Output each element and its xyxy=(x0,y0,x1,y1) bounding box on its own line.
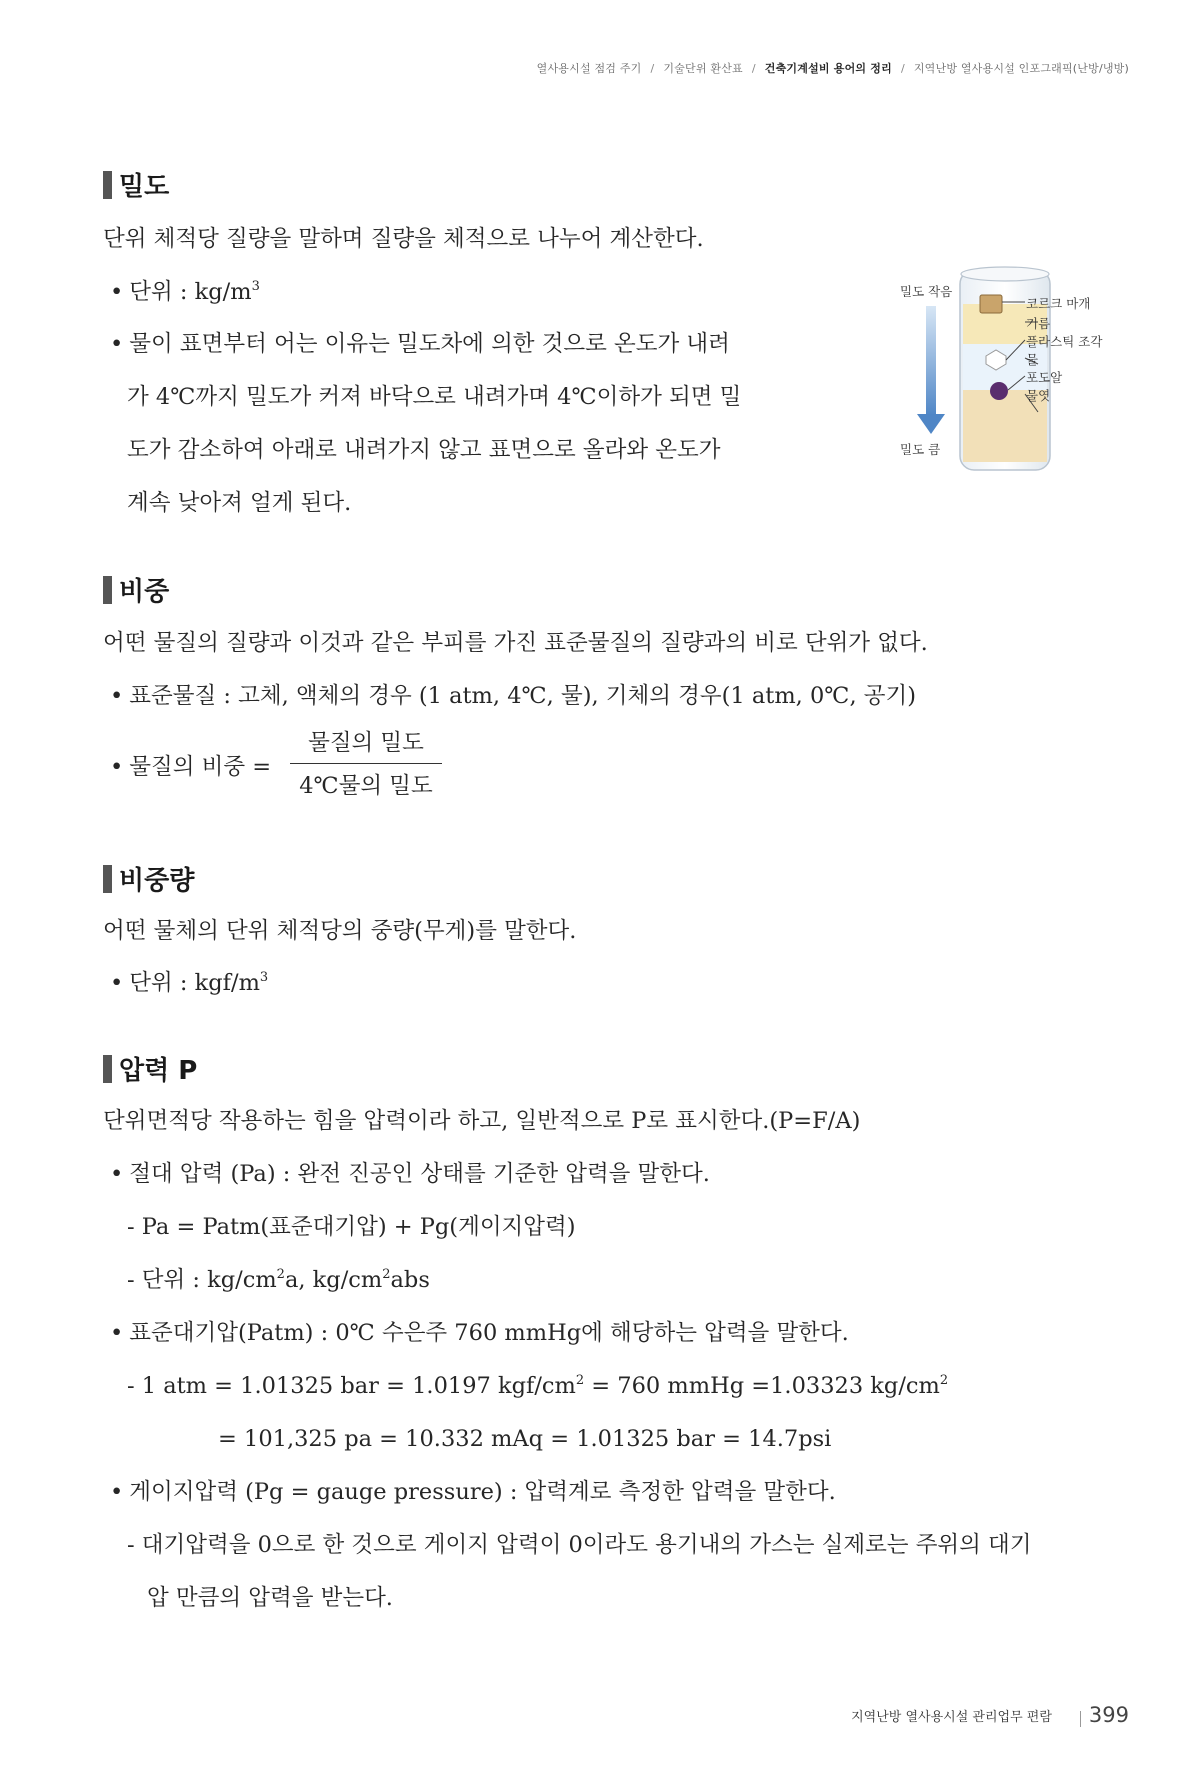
book-title: 지역난방 열사용시설 관리업무 편람 xyxy=(851,1709,1052,1725)
low-density-label: 밀도 작음 xyxy=(900,284,953,299)
unit-exponent: 2 xyxy=(575,1373,585,1388)
legend-oil: 기름 xyxy=(1026,316,1051,331)
specific-weight-unit xyxy=(110,968,268,998)
unit-exponent: 3 xyxy=(259,970,269,985)
unit-text: a, kg/cm xyxy=(284,1267,383,1293)
absolute-pressure-definition: • 절대 압력 (Pa) : 완전 진공인 상태를 기준한 압력을 말한다. xyxy=(110,1159,710,1189)
absolute-pressure-unit xyxy=(127,1265,430,1295)
density-description: 단위 체적당 질량을 말하며 질량을 체적으로 나누어 계산한다. xyxy=(103,226,704,252)
unit-text: 단위 : kg/m xyxy=(129,279,252,305)
grape-icon xyxy=(990,382,1008,400)
heading-bar xyxy=(103,576,112,604)
density-paragraph-line: • 물이 표면부터 어는 이유는 밀도차에 의한 것으로 온도가 내려 xyxy=(110,329,730,359)
breadcrumb-item[interactable]: 열사용시설 점검 주기 xyxy=(536,62,642,75)
breadcrumb-item-current[interactable]: 건축기계설비 용어의 정리 xyxy=(764,62,892,75)
equation-text: - 1 atm = 1.01325 bar = 1.0197 kgf/cm xyxy=(127,1373,576,1399)
breadcrumb-item[interactable]: 지역난방 열사용시설 인포그래픽(난방/냉방) xyxy=(913,62,1129,75)
specific-gravity-standard: • 표준물질 : 고체, 액체의 경우 (1 atm, 4℃, 물), 기체의 경우(1 atm, 0℃, 공기) xyxy=(110,681,916,711)
atmospheric-pressure-definition: • 표준대기압(Patm) : 0℃ 수은주 760 mmHg에 해당하는 압력을 말한다. xyxy=(110,1318,849,1348)
section-title: 압력 P xyxy=(119,1056,198,1086)
legend-syrup: 물엿 xyxy=(1026,388,1051,403)
breadcrumb-separator: / xyxy=(650,62,655,75)
gauge-pressure-note: - 대기압력을 0으로 한 것으로 게이지 압력이 0이라도 용기내의 가스는 실제로는 주위의 대기 xyxy=(127,1532,1032,1558)
unit-exponent: 2 xyxy=(382,1267,391,1282)
breadcrumb xyxy=(537,60,1129,76)
breadcrumb-separator: / xyxy=(751,62,756,75)
equation-text: = 760 mmHg =1.03323 kg/cm xyxy=(584,1373,940,1399)
unit-exponent: 2 xyxy=(939,1373,949,1388)
density-paragraph-line: 계속 낮아져 얼게 된다. xyxy=(127,490,352,516)
section-heading-specific-gravity xyxy=(103,571,169,608)
specific-gravity-formula-label: • 물질의 비중 = xyxy=(110,752,271,782)
legend-cork: 코르크 마개 xyxy=(1026,296,1091,311)
gauge-pressure-note-continued: 압 만큼의 압력을 받는다. xyxy=(147,1585,393,1611)
breadcrumb-separator: / xyxy=(900,62,905,75)
heading-bar xyxy=(103,865,112,893)
section-heading-density xyxy=(103,166,169,203)
density-paragraph-line: 도가 감소하여 아래로 내려가지 않고 표면으로 올라와 온도가 xyxy=(127,437,721,463)
section-heading-specific-weight xyxy=(103,860,194,897)
section-title: 비중량 xyxy=(119,866,195,896)
density-unit xyxy=(110,277,260,307)
legend-water: 물 xyxy=(1026,352,1039,367)
page-number: 399 xyxy=(1088,1703,1129,1727)
unit-exponent: 2 xyxy=(276,1267,285,1282)
specific-weight-description: 어떤 물체의 단위 체적당의 중량(무게)를 말한다. xyxy=(103,918,577,944)
legend-grape: 포도알 xyxy=(1026,370,1063,385)
fraction-denominator: 4℃물의 밀도 xyxy=(299,773,433,799)
breadcrumb-item[interactable]: 기술단위 환산표 xyxy=(663,62,743,75)
unit-text: - 단위 : kg/cm xyxy=(127,1267,277,1293)
atmospheric-pressure-equation-continued: = 101,325 pa = 10.332 mAq = 1.01325 bar = 14.7psi xyxy=(218,1426,832,1452)
density-arrow-head xyxy=(917,414,945,434)
cylinder-rim xyxy=(961,267,1049,281)
density-paragraph-line: 가 4℃까지 밀도가 커져 바닥으로 내려가며 4℃이하가 되면 밀 xyxy=(127,384,742,410)
unit-text: 단위 : kgf/m xyxy=(129,970,260,996)
section-heading-pressure xyxy=(103,1050,197,1087)
pressure-description: 단위면적당 작용하는 힘을 압력이라 하고, 일반적으로 P로 표시한다.(P=F/A) xyxy=(103,1108,861,1134)
cork-icon xyxy=(980,295,1002,313)
density-arrow-shaft xyxy=(926,306,936,416)
absolute-pressure-formula: - Pa = Patm(표준대기압) + Pg(게이지압력) xyxy=(127,1214,576,1240)
density-column-figure xyxy=(900,262,1132,474)
legend-plastic: 플라스틱 조각 xyxy=(1026,334,1103,349)
section-title: 비중 xyxy=(119,577,170,607)
specific-gravity-description: 어떤 물질의 질량과 이것과 같은 부피를 가진 표준물질의 질량과의 비로 단위가 없다. xyxy=(103,630,928,656)
unit-text: abs xyxy=(390,1267,430,1293)
specific-gravity-fraction xyxy=(290,725,442,800)
gauge-pressure-definition: • 게이지압력 (Pg = gauge pressure) : 압력계로 측정한 압력을 말한다. xyxy=(110,1477,836,1507)
page-footer xyxy=(851,1703,1129,1727)
fraction-numerator: 물질의 밀도 xyxy=(290,725,442,764)
atmospheric-pressure-equation xyxy=(127,1371,948,1401)
heading-bar xyxy=(103,171,112,199)
footer-divider xyxy=(1080,1711,1081,1727)
high-density-label: 밀도 큼 xyxy=(900,442,941,457)
unit-exponent: 3 xyxy=(251,279,260,294)
heading-bar xyxy=(103,1055,112,1083)
section-title: 밀도 xyxy=(119,172,170,202)
